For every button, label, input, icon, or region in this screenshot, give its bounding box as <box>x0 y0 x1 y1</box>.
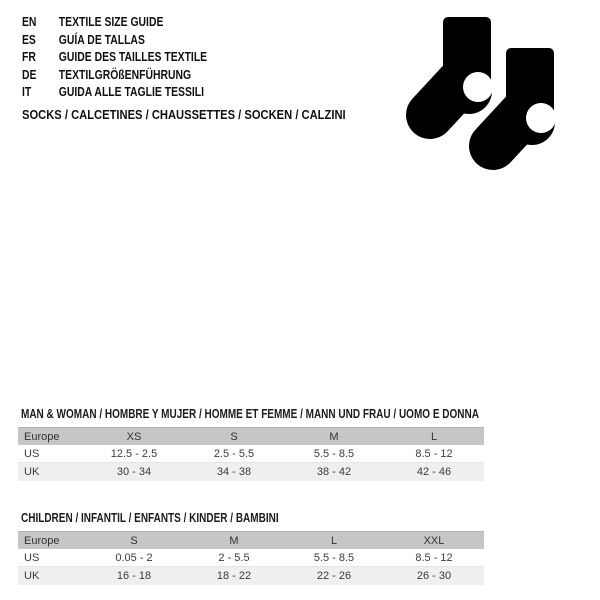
column-header: Europe <box>24 431 60 443</box>
size-value: 5.5 - 8.5 <box>313 552 355 564</box>
row-label: US <box>24 552 40 564</box>
table-title-children: CHILDREN / INFANTIL / ENFANTS / KINDER / BAMBINI <box>21 511 279 525</box>
size-value: 30 - 34 <box>116 466 152 478</box>
size-table-man-woman <box>18 427 484 481</box>
row-label: UK <box>24 466 40 478</box>
row-label: US <box>24 448 40 460</box>
language-code: DE <box>22 66 37 82</box>
language-label: GUIDA ALLE TAGLIE TESSILI <box>58 84 205 99</box>
size-value: 26 - 30 <box>416 570 452 582</box>
column-header: Europe <box>24 535 60 547</box>
column-header: M <box>229 535 239 547</box>
language-code: EN <box>22 14 37 29</box>
table-row-us <box>18 445 484 463</box>
language-list <box>22 13 390 101</box>
size-value: 8.5 - 12 <box>415 552 453 564</box>
size-value: 0.05 - 2 <box>115 552 153 564</box>
size-value: 8.5 - 12 <box>415 448 453 460</box>
language-label: GUÍA DE TALLAS <box>58 31 145 47</box>
language-row-es <box>22 31 390 49</box>
size-value: 18 - 22 <box>216 570 252 582</box>
column-header: XXL <box>423 535 445 547</box>
column-header: M <box>329 431 339 443</box>
language-row-en <box>22 13 390 31</box>
language-label: TEXTILGRÖßENFÜHRUNG <box>58 66 192 82</box>
size-value: 16 - 18 <box>116 570 152 582</box>
language-row-de <box>22 66 390 84</box>
size-value: 38 - 42 <box>316 466 352 478</box>
table-row-uk <box>18 567 484 585</box>
table-header-row <box>18 427 484 445</box>
column-header: L <box>430 431 438 443</box>
language-code: ES <box>22 31 36 47</box>
language-code: FR <box>22 49 36 64</box>
table-row-uk <box>18 463 484 481</box>
size-value: 22 - 26 <box>316 570 352 582</box>
column-header: L <box>330 535 338 547</box>
size-value: 42 - 46 <box>416 466 452 478</box>
column-header: S <box>130 535 138 547</box>
language-label: GUIDE DES TAILLES TEXTILE <box>58 49 208 64</box>
size-value: 2 - 5.5 <box>218 552 250 564</box>
language-code: IT <box>22 84 32 99</box>
language-row-it <box>22 83 390 101</box>
size-value: 34 - 38 <box>216 466 252 478</box>
language-row-fr <box>22 48 390 66</box>
size-value: 12.5 - 2.5 <box>110 448 158 460</box>
size-table-children <box>18 531 484 585</box>
category-title: SOCKS / CALCETINES / CHAUSSETTES / SOCKEN / CALZINI <box>22 107 346 122</box>
table-header-row <box>18 531 484 549</box>
size-value: 5.5 - 8.5 <box>313 448 355 460</box>
socks-icon <box>406 17 558 171</box>
column-header: S <box>230 431 238 443</box>
column-header: XS <box>126 431 142 443</box>
language-label: TEXTILE SIZE GUIDE <box>58 14 164 29</box>
table-title-man-woman: MAN & WOMAN / HOMBRE Y MUJER / HOMME ET FEMME / MANN UND FRAU / UOMO E DONNA <box>21 407 479 421</box>
table-row-us <box>18 549 484 567</box>
row-label: UK <box>24 570 40 582</box>
size-value: 2.5 - 5.5 <box>213 448 255 460</box>
